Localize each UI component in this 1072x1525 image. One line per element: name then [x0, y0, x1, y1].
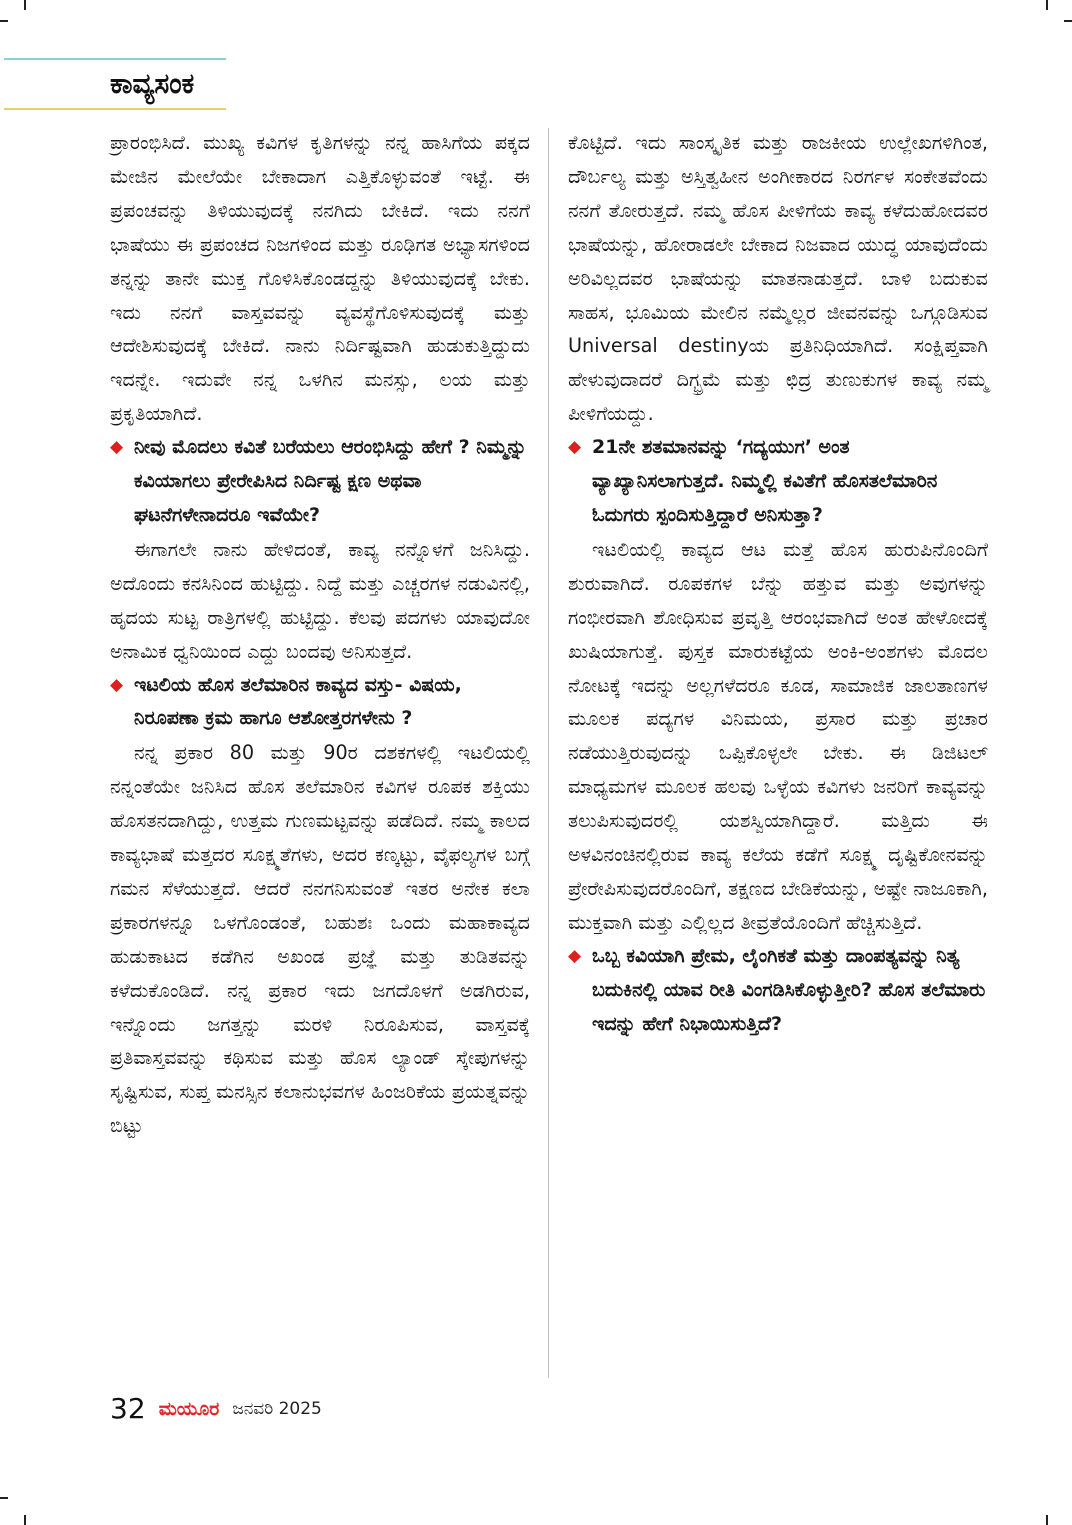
issue-date: ಜನವರಿ 2025 [232, 1398, 322, 1419]
left-column [110, 126, 530, 1143]
question-text: ನೀವು ಮೊದಲು ಕವಿತೆ ಬರೆಯಲು ಆರಂಭಿಸಿದ್ದು ಹೇಗೆ ? ನಿಮ್ಮನ್ನು ಕವಿಯಾಗಲು ಪ್ರೇರೇಪಿಸಿದ ನಿರ್ದಿಷ್ಟ ಕ್ಷಣ ಅಥವಾ ಘಟನೆಗಳೇನಾದರೂ ಇವೆಯೇ? [134, 436, 527, 526]
magazine-logo: ಮಯೂರ [158, 1397, 220, 1420]
question-text: ಇಟಲಿಯ ಹೊಸ ತಲೆಮಾರಿನ ಕಾವ್ಯದ ವಸ್ತು- ವಿಷಯ, ನಿರೂಪಣಾ ಕ್ರಮ ಹಾಗೂ ಆಶೋತ್ತರಗಳೇನು ? [134, 673, 462, 730]
red-diamond-icon: ◆ [568, 437, 582, 458]
crop-mark [24, 0, 26, 10]
body-paragraph: ನನ್ನ ಪ್ರಕಾರ 80 ಮತ್ತು 90ರ ದಶಕಗಳಲ್ಲಿ ಇಟಲಿಯಲ್ಲಿ ನನ್ನಂತೆಯೇ ಜನಿಸಿದ ಹೊಸ ತಲೆಮಾರಿನ ಕವಿಗಳ ರೂಪಕ ಶಕ್ತಿಯು ಹೊಸತನದಾಗಿದ್ದು, ಉತ್ತಮ ಗುಣಮಟ್ಟವನ್ನು ಪಡೆದಿದೆ. ನಮ್ಮ ಕಾಲದ ಕಾವ್ಯಭಾಷೆ ಮತ್ತದರ ಸೂಕ್ಷ್ಮತೆಗಳು, ಅದರ ಕಣ್ಕಟ್ಟು, ವೈಫಲ್ಯಗಳ ಬಗ್ಗೆ ಗಮನ ಸೆಳೆಯುತ್ತದೆ. ಆದರೆ ನನಗನಿಸುವಂತೆ ಇತರ ಅನೇಕ ಕಲಾ ಪ್ರಕಾರಗಳನ್ನೂ ಒಳಗೊಂಡಂತೆ, ಬಹುಶಃ ಒಂದು ಮಹಾಕಾವ್ಯದ ಹುಡುಕಾಟದ ಕಡೆಗಿನ ಅಖಂಡ ಪ್ರಜ್ಞೆ ಮತ್ತು ತುಡಿತವನ್ನು ಕಳೆದುಕೊಂಡಿದೆ. ನನ್ನ ಪ್ರಕಾರ ಇದು ಜಗದೊಳಗೆ ಅಡಗಿರುವ, ಇನ್ನೊಂದು ಜಗತ್ತನ್ನು ಮರಳಿ ನಿರೂಪಿಸುವ, ವಾಸ್ತವಕ್ಕೆ ಪ್ರತಿವಾಸ್ತವವನ್ನು ಕಥಿಸುವ ಮತ್ತು ಹೊಸ ಲ್ಯಾಂಡ್ ಸ್ಕೇಪುಗಳನ್ನು ಸೃಷ್ಟಿಸುವ, ಸುಪ್ತ ಮನಸ್ಸಿನ ಕಲಾನುಭವಗಳ ಹಿಂಜರಿಕೆಯ ಪ್ರಯತ್ನವನ್ನು ಬಿಟ್ಟು [110, 741, 530, 1138]
crop-mark [1046, 1515, 1048, 1525]
column-divider [548, 128, 549, 1378]
header-top-rule [4, 58, 226, 60]
page-number: 32 [110, 1392, 146, 1425]
page-footer [110, 1392, 322, 1432]
interview-question [568, 940, 988, 1042]
interview-question [110, 669, 530, 737]
body-paragraph: ಪ್ರಾರಂಭಿಸಿದೆ. ಮುಖ್ಯ ಕವಿಗಳ ಕೃತಿಗಳನ್ನು ನನ್ನ ಹಾಸಿಗೆಯ ಪಕ್ಕದ ಮೇಜಿನ ಮೇಲೆಯೇ ಬೇಕಾದಾಗ ಎತ್ತಿಕೊಳ್ಳುವಂತೆ ಇಟ್ಟೆ. ಈ ಪ್ರಪಂಚವನ್ನು ತಿಳಿಯುವುದಕ್ಕೆ ನನಗಿದು ಬೇಕಿದೆ. ಇದು ನನಗೆ ಭಾಷೆಯು ಈ ಪ್ರಪಂಚದ ನಿಜಗಳಿಂದ ಮತ್ತು ರೂಢಿಗತ ಅಭ್ಯಾಸಗಳಿಂದ ತನ್ನನ್ನು ತಾನೇ ಮುಕ್ತ ಗೊಳಿಸಿಕೊಂಡದ್ದನ್ನು ತಿಳಿಯುವುದಕ್ಕೆ ಬೇಕು. ಇದು ನನಗೆ ವಾಸ್ತವವನ್ನು ವ್ಯವಸ್ಥೆಗೊಳಿಸುವುದಕ್ಕೆ ಮತ್ತು ಆದೇಶಿಸುವುದಕ್ಕೆ ಬೇಕಿದೆ. ನಾನು ನಿರ್ದಿಷ್ಟವಾಗಿ ಹುಡುಕುತ್ತಿದ್ದುದು ಇದನ್ನೇ. ಇದುವೇ ನನ್ನ ಒಳಗಿನ ಮನಸ್ಸು, ಲಯ ಮತ್ತು ಪ್ರಕೃತಿಯಾಗಿದೆ. [110, 131, 530, 426]
red-diamond-icon: ◆ [110, 674, 124, 695]
question-text: 21ನೇ ಶತಮಾನವನ್ನು ‘ಗದ್ಯಯುಗ’ ಅಂತ ವ್ಯಾಖ್ಯಾನಿಸಲಾಗುತ್ತದೆ. ನಿಮ್ಮಲ್ಲಿ ಕವಿತೆಗೆ ಹೊಸತಲೆಮಾರಿನ ಓದುಗರು ಸ್ಪಂದಿಸುತ್ತಿದ್ದಾರೆ ಅನಿಸುತ್ತಾ? [592, 436, 938, 526]
crop-mark [1064, 20, 1072, 22]
crop-mark [24, 1515, 26, 1525]
right-column [568, 126, 988, 1041]
interview-question [110, 431, 530, 533]
crop-mark [0, 1497, 8, 1499]
body-paragraph: ಇಟಲಿಯಲ್ಲಿ ಕಾವ್ಯದ ಆಟ ಮತ್ತೆ ಹೊಸ ಹುರುಪಿನೊಂದಿಗೆ ಶುರುವಾಗಿದೆ. ರೂಪಕಗಳ ಬೆನ್ನು ಹತ್ತುವ ಮತ್ತು ಅವುಗಳನ್ನು ಗಂಭೀರವಾಗಿ ಶೋಧಿಸುವ ಪ್ರವೃತ್ತಿ ಆರಂಭವಾಗಿದೆ ಅಂತ ಹೇಳೋದಕ್ಕೆ ಖುಷಿಯಾಗುತ್ತೆ. ಪುಸ್ತಕ ಮಾರುಕಟ್ಟೆಯ ಅಂಕಿ-ಅಂಶಗಳು ಮೊದಲ ನೋಟಕ್ಕೆ ಇದನ್ನು ಅಲ್ಲಗಳೆದರೂ ಕೂಡ, ಸಾಮಾಜಿಕ ಜಾಲತಾಣಗಳ ಮೂಲಕ ಪದ್ಯಗಳ ವಿನಿಮಯ, ಪ್ರಸಾರ ಮತ್ತು ಪ್ರಚಾರ ನಡೆಯುತ್ತಿರುವುದನ್ನು ಒಪ್ಪಿಕೊಳ್ಳಲೇ ಬೇಕು. ಈ ಡಿಜಿಟಲ್ ಮಾಧ್ಯಮಗಳ ಮೂಲಕ ಹಲವು ಒಳ್ಳೆಯ ಕವಿಗಳು ಜನರಿಗೆ ಕಾವ್ಯವನ್ನು ತಲುಪಿಸುವುದರಲ್ಲಿ ಯಶಸ್ವಿಯಾಗಿದ್ದಾರೆ. ಮತ್ತಿದು ಈ ಅಳವಿನಂಚಿನಲ್ಲಿರುವ ಕಾವ್ಯ ಕಲೆಯ ಕಡೆಗೆ ಸೂಕ್ಷ್ಮ ದೃಷ್ಟಿಕೋನವನ್ನು ಪ್ರೇರೇಪಿಸುವುದರೊಂದಿಗೆ, ತಕ್ಷಣದ ಬೇಡಿಕೆಯನ್ನು, ಅಷ್ಟೇ ನಾಜೂಕಾಗಿ, ಮುಕ್ತವಾಗಿ ಮತ್ತು ಎಲ್ಲಿಲ್ಲದ ತೀವ್ರತೆಯೊಂದಿಗೆ ಹೆಚ್ಚಿಸುತ್ತಿದೆ. [568, 537, 988, 934]
body-paragraph: ಕೊಟ್ಟಿದೆ. ಇದು ಸಾಂಸ್ಕೃತಿಕ ಮತ್ತು ರಾಜಕೀಯ ಉಲ್ಲೇಖಗಳಿಗಿಂತ, ದೌರ್ಬಲ್ಯ ಮತ್ತು ಅಸ್ತಿತ್ವಹೀನ ಅಂಗೀಕಾರದ ನಿರರ್ಗಳ ಸಂಕೇತವೆಂದು ನನಗೆ ತೋರುತ್ತದೆ. ನಮ್ಮ ಹೊಸ ಪೀಳಿಗೆಯ ಕಾವ್ಯ ಕಳೆದುಹೋದವರ ಭಾಷೆಯನ್ನು, ಹೋರಾಡಲೇ ಬೇಕಾದ ನಿಜವಾದ ಯುದ್ಧ ಯಾವುದೆಂದು ಅರಿವಿಲ್ಲದವರ ಭಾಷೆಯನ್ನು ಮಾತನಾಡುತ್ತದೆ. ಬಾಳಿ ಬದುಕುವ ಸಾಹಸ, ಭೂಮಿಯ ಮೇಲಿನ ನಮ್ಮೆಲ್ಲರ ಜೀವನವನ್ನು ಒಗ್ಗೂಡಿಸುವ Universal destinyಯ ಪ್ರತಿನಿಧಿಯಾಗಿದೆ. ಸಂಕ್ಷಿಪ್ತವಾಗಿ ಹೇಳುವುದಾದರೆ ದಿಗ್ಭ್ರಮೆ ಮತ್ತು ಛಿದ್ರ ತುಣುಕುಗಳ ಕಾವ್ಯ ನಮ್ಮ ಪೀಳಿಗೆಯದ್ದು. [568, 131, 988, 426]
header-bottom-rule [4, 108, 226, 110]
crop-mark [1046, 0, 1048, 10]
interview-question [568, 431, 988, 533]
red-diamond-icon: ◆ [110, 437, 124, 458]
question-text: ಒಬ್ಬ ಕವಿಯಾಗಿ ಪ್ರೇಮ, ಲೈಂಗಿಕತೆ ಮತ್ತು ದಾಂಪತ್ಯವನ್ನು ನಿತ್ಯ ಬದುಕಿನಲ್ಲಿ ಯಾವ ರೀತಿ ವಿಂಗಡಿಸಿಕೊಳ್ಳುತ್ತೀರಿ? ಹೊಸ ತಲೆಮಾರು ಇದನ್ನು ಹೇಗೆ ನಿಭಾಯಿಸುತ್ತಿದೆ? [592, 944, 986, 1035]
section-header [4, 58, 226, 110]
section-title: ಕಾವ್ಯಸಂಕ [110, 67, 195, 100]
red-diamond-icon: ◆ [568, 945, 582, 966]
body-paragraph: ಈಗಾಗಲೇ ನಾನು ಹೇಳಿದಂತೆ, ಕಾವ್ಯ ನನ್ನೊಳಗೆ ಜನಿಸಿದ್ದು. ಅದೊಂದು ಕನಸಿನಿಂದ ಹುಟ್ಟಿದ್ದು. ನಿದ್ದೆ ಮತ್ತು ಎಚ್ಚರಗಳ ನಡುವಿನಲ್ಲಿ, ಹೃದಯ ಸುಟ್ಟ ರಾತ್ರಿಗಳಲ್ಲಿ ಹುಟ್ಟಿದ್ದು. ಕೆಲವು ಪದಗಳು ಯಾವುದೋ ಅನಾಮಿಕ ಧ್ವನಿಯಿಂದ ಎದ್ದು ಬಂದವು ಅನಿಸುತ್ತದೆ. [110, 537, 530, 663]
crop-mark [0, 20, 8, 22]
